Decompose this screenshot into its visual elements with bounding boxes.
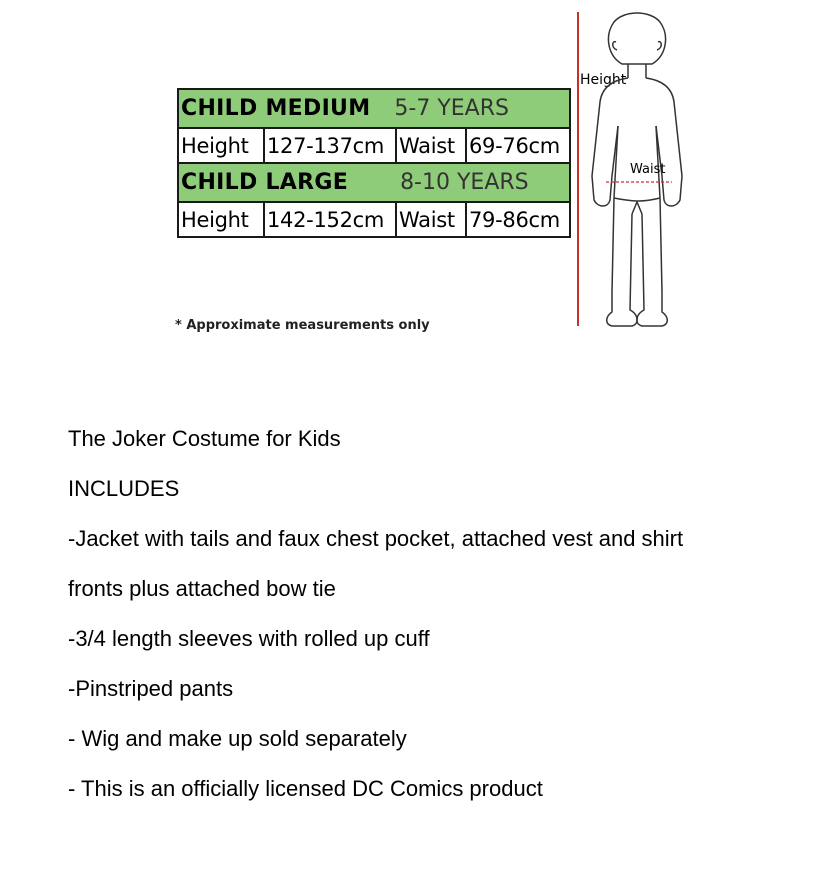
waist-label-cell: Waist bbox=[396, 202, 466, 237]
size-chart-table bbox=[177, 88, 571, 238]
description-line: fronts plus attached bow tie bbox=[68, 576, 336, 601]
description-line: -Pinstriped pants bbox=[68, 676, 234, 701]
size-header-medium bbox=[178, 89, 570, 128]
size-name: CHILD LARGE bbox=[181, 170, 349, 195]
waist-label-cell: Waist bbox=[396, 128, 466, 163]
includes-label: INCLUDES bbox=[68, 476, 180, 501]
height-value-cell: 142-152cm bbox=[264, 202, 396, 237]
product-description bbox=[68, 414, 683, 814]
size-age: 5-7 YEARS bbox=[394, 96, 509, 121]
height-value-cell: 127-137cm bbox=[264, 128, 396, 163]
size-age: 8-10 YEARS bbox=[400, 170, 529, 195]
size-header-large bbox=[178, 163, 570, 202]
figure-height-label: Height bbox=[580, 72, 627, 88]
waist-value-cell: 69-76cm bbox=[466, 128, 570, 163]
waist-value-cell: 79-86cm bbox=[466, 202, 570, 237]
description-line: -3/4 length sleeves with rolled up cuff bbox=[68, 626, 430, 651]
product-title: The Joker Costume for Kids bbox=[68, 426, 341, 451]
measurement-note: * Approximate measurements only bbox=[175, 318, 430, 333]
description-line: - This is an officially licensed DC Comics product bbox=[68, 776, 543, 801]
height-label-cell: Height bbox=[178, 202, 264, 237]
height-measure-line bbox=[577, 12, 579, 326]
size-row-large bbox=[178, 202, 570, 237]
size-row-medium bbox=[178, 128, 570, 163]
description-line: - Wig and make up sold separately bbox=[68, 726, 407, 751]
size-name: CHILD MEDIUM bbox=[181, 96, 371, 121]
figure-waist-label: Waist bbox=[630, 162, 666, 177]
height-label-cell: Height bbox=[178, 128, 264, 163]
description-line: -Jacket with tails and faux chest pocket, attached vest and shirt bbox=[68, 526, 684, 551]
